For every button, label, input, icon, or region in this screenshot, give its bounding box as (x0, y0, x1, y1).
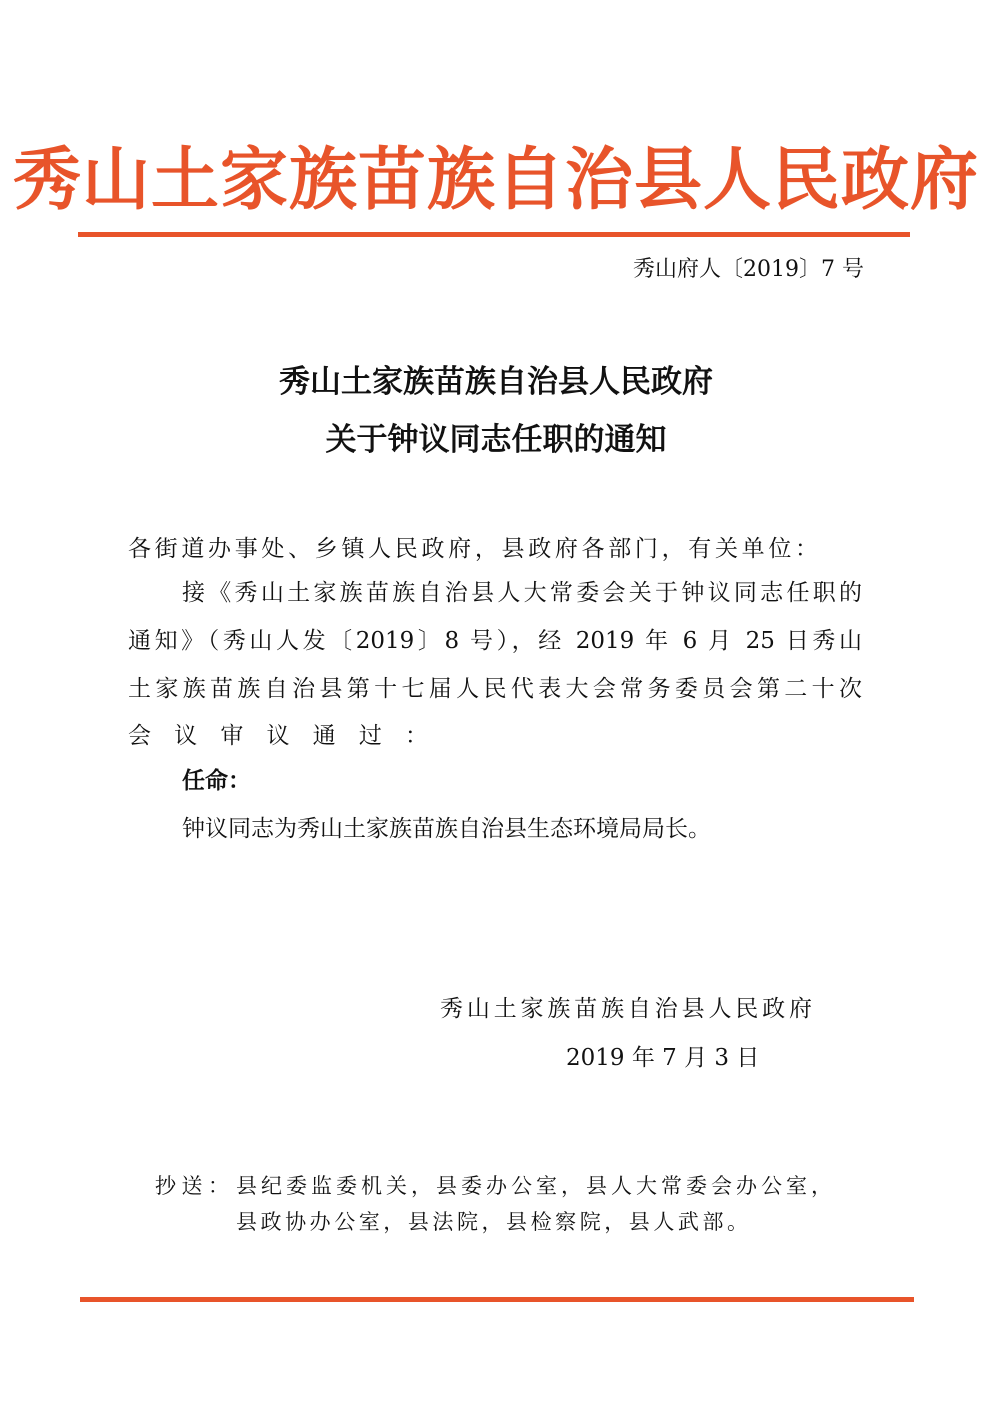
appointment-text: 钟议同志为秀山土家族苗族自治县生态环境局局长。 (182, 816, 711, 842)
signature-organization: 秀山土家族苗族自治县人民政府 (440, 996, 812, 1022)
footer-divider (80, 1297, 914, 1302)
body-line: 通知》（秀山人发〔2019〕8 号），经 2019 年 6 月 25 日秀山 (128, 628, 862, 654)
body-line: 接《秀山土家族苗族自治县人大常委会关于钟议同志任职的 (182, 580, 862, 606)
appointment-heading: 任命： (182, 768, 251, 794)
addressee: 各街道办事处、乡镇人民政府，县政府各部门，有关单位： (128, 536, 818, 562)
cc-label: 抄送： (155, 1174, 229, 1198)
body-line: 土家族苗族自治县第十七届人民代表大会常务委员会第二十次 (128, 676, 862, 702)
document-title-line-1: 秀山土家族苗族自治县人民政府 (279, 364, 713, 400)
cc-recipients-line: 县纪委监委机关，县委办公室，县人大常委会办公室， (236, 1174, 832, 1198)
body-line: 会议审议通过： (128, 723, 428, 749)
masthead-title: 秀山土家族苗族自治县人民政府 (12, 141, 979, 220)
document-number: 秀山府人〔2019〕7 号 (633, 257, 864, 282)
cc-recipients-line: 县政协办公室，县法院，县检察院，县人武部。 (236, 1210, 748, 1234)
signature-date: 2019 年 7 月 3 日 (566, 1045, 760, 1071)
header-divider (78, 232, 910, 237)
document-title-line-2: 关于钟议同志任职的通知 (325, 422, 667, 458)
